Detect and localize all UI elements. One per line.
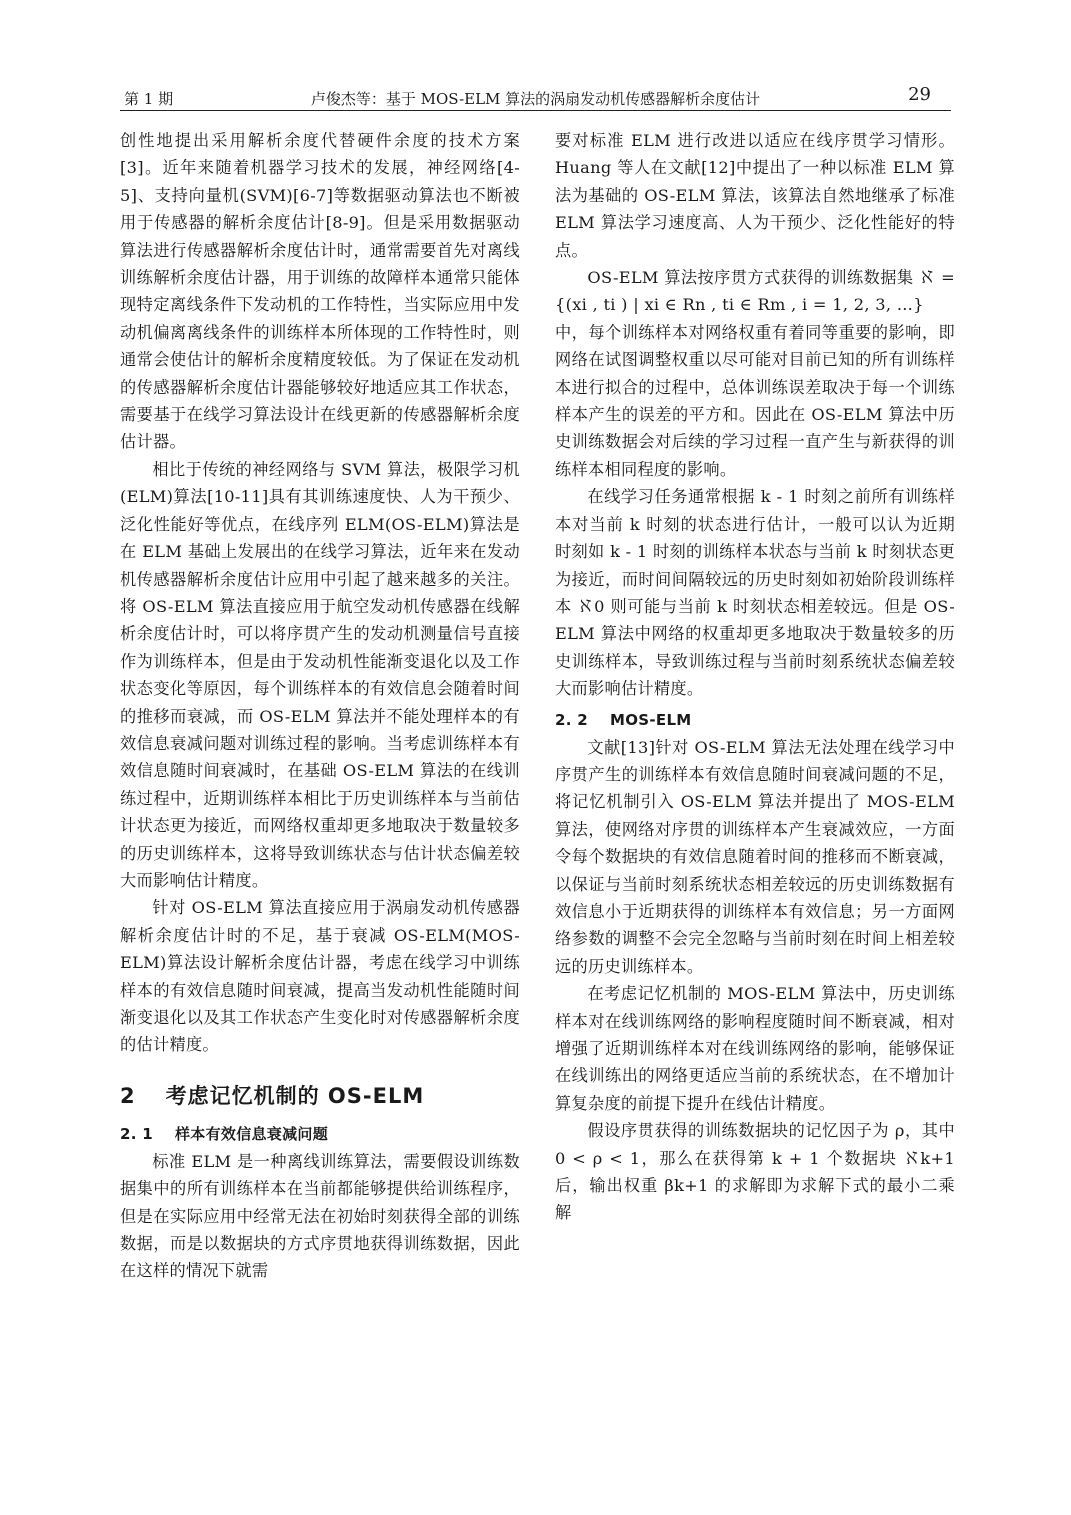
paragraph: OS-ELM 算法按序贯方式获得的训练数据集 ℵ = {(xi , ti ) | xi ∈ Rn , ti ∈ Rm , i = 1, 2, 3, …} bbox=[555, 268, 955, 315]
paragraph: 在线学习任务通常根据 k - 1 时刻之前所有训练样本对当前 k 时刻的状态进行估计，一般可以认为近期时刻如 k - 1 时刻的训练样本状态与当前 k 时刻状态更为接近，而时间间隔较远的历史时刻如初始阶段训练样本 ℵ0 则可能与当前 k 时刻状态相差较远。但是 OS-ELM 算法中网络的权重却更多地取决于数量较多的历史训练样本，导致训练过程与当前时刻系统状态偏差较大而影响估计精度。 bbox=[555, 487, 955, 699]
subsection-heading bbox=[120, 1121, 520, 1148]
subsection-title: MOS-ELM bbox=[610, 710, 692, 729]
paragraph: 假设序贯获得的训练数据块的记忆因子为 ρ，其中 0 < ρ < 1，那么在获得第 k + 1 个数据块 ℵk+1 后，输出权重 βk+1 的求解即为求解下式的最小二乘解 bbox=[555, 1121, 955, 1223]
subsection-heading bbox=[555, 707, 955, 734]
header-rule bbox=[120, 110, 951, 111]
paragraph: 文献[13]针对 OS-ELM 算法无法处理在线学习中序贯产生的训练样本有效信息随时间衰减问题的不足，将记忆机制引入 OS-ELM 算法并提出了 MOS-ELM 算法，使网络对序贯的训练样本产生衰减效应，一方面令每个数据块的有效信息随着时间的推移而不断衰减，以保证与当前时刻系统状态相差较远的历史训练数据有效信息小于近期获得的训练样本有效信息；另一方面网络参数的调整不会完全忽略与当前时刻在时间上相差较远的历史训练样本。 bbox=[555, 737, 955, 976]
paragraph: 标准 ELM 是一种离线训练算法，需要假设训练数据集中的所有训练样本在当前都能够提供给训练程序，但是在实际应用中经常无法在初始时刻获得全部的训练数据，而是以数据块的方式序贯地获得训练数据，因此在这样的情况下就需 bbox=[120, 1151, 520, 1281]
paragraph: 创性地提出采用解析余度代替硬件余度的技术方案[3]。近年来随着机器学习技术的发展，神经网络[4-5]、支持向量机(SVM)[6-7]等数据驱动算法也不断被用于传感器的解析余度估计[8-9]。但是采用数据驱动算法进行传感器解析余度估计时，通常需要首先对离线训练解析余度估计器，用于训练的故障样本通常只能体现特定离线条件下发动机的工作特性，当实际应用中发动机偏离离线条件的训练样本所体现的工作特性时，则通常会使估计的解析余度精度较低。为了保证在发动机的传感器解析余度估计器能够较好地适应其工作状态，需要基于在线学习算法设计在线更新的传感器解析余度估计器。 bbox=[120, 131, 520, 452]
right-column bbox=[555, 127, 955, 1227]
paragraph: 要对标准 ELM 进行改进以适应在线序贯学习情形。Huang 等人在文献[12]中提出了一种以标准 ELM 算法为基础的 OS-ELM 算法，该算法自然地继承了标准 ELM 算法学习速度高、人为干预少、泛化性能好的特点。 bbox=[555, 131, 955, 260]
running-title: 卢俊杰等：基于 MOS-ELM 算法的涡扇发动机传感器解析余度估计 bbox=[310, 90, 761, 108]
section-number: 2 bbox=[120, 1083, 136, 1108]
subsection-number: 2. 2 bbox=[555, 710, 588, 729]
paragraph: 在考虑记忆机制的 MOS-ELM 算法中，历史训练样本对在线训练网络的影响程度随时间不断衰减，相对增强了近期训练样本对在线训练网络的影响，能够保证在线训练出的网络更适应当前的系统状态，在不增加计算复杂度的前提下提升在线估计精度。 bbox=[555, 984, 955, 1113]
paragraph: 相比于传统的神经网络与 SVM 算法，极限学习机(ELM)算法[10-11]具有其训练速度快、人为干预少、泛化性能好等优点，在线序列 ELM(OS-ELM)算法是在 ELM 基础上发展出的在线学习算法，近年来在发动机传感器解析余度估计应用中引起了越来越多的关注。将 OS-ELM 算法直接应用于航空发动机传感器在线解析余度估计时，可以将序贯产生的发动机测量信号直接作为训练样本，但是由于发动机性能渐变退化以及工作状态变化等原因，每个训练样本的有效信息会随着时间的推移而衰减，而 OS-ELM 算法并不能处理样本的有效信息衰减问题对训练过程的影响。当考虑训练样本有效信息随时间衰减时，在基础 OS-ELM 算法的在线训练过程中，近期训练样本相比于历史训练样本与当前估计状态更为接近，而网络权重却更多地取决于数量较多的历史训练样本，这将导致训练状态与估计状态偏差较大而影响估计精度。 bbox=[120, 459, 520, 890]
section-heading bbox=[120, 1081, 520, 1111]
page-number: 29 bbox=[908, 84, 931, 105]
left-column bbox=[120, 127, 520, 1285]
subsection-title: 样本有效信息衰减问题 bbox=[175, 1124, 329, 1143]
issue-label: 第 1 期 bbox=[124, 90, 174, 108]
subsection-number: 2. 1 bbox=[120, 1124, 153, 1143]
paragraph: 中，每个训练样本对网络权重有着同等重要的影响，即网络在试图调整权重以尽可能对目前已知的所有训练样本进行拟合的过程中，总体训练误差取决于每一个训练样本产生的误差的平方和。因此在 OS-ELM 算法中历史训练数据会对后续的学习过程一直产生与新获得的训练样本相同程度的影响。 bbox=[555, 322, 955, 479]
paragraph: 针对 OS-ELM 算法直接应用于涡扇发动机传感器解析余度估计时的不足，基于衰减 OS-ELM(MOS-ELM)算法设计解析余度估计器，考虑在线学习中训练样本的有效信息随时间衰减，提高当发动机性能随时间渐变退化以及其工作状态产生变化时对传感器解析余度的估计精度。 bbox=[120, 898, 520, 1055]
section-title: 考虑记忆机制的 OS-ELM bbox=[165, 1083, 425, 1108]
